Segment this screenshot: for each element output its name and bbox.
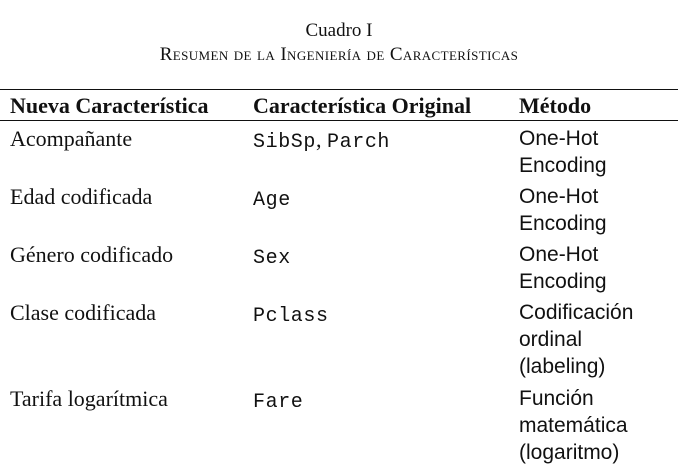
method-line: Encoding	[519, 212, 607, 235]
method-line: matemática	[519, 414, 628, 437]
feature-name: Género codificado	[10, 242, 174, 267]
method-line: One-Hot	[519, 185, 599, 208]
original-feature	[253, 300, 329, 330]
method-line: One-Hot	[519, 127, 599, 150]
feature-name: Edad codificada	[10, 184, 153, 209]
table-top-rule	[0, 89, 678, 90]
original-feature-code: SibSp	[253, 131, 317, 154]
original-feature-separator: ,	[316, 127, 328, 152]
method-line: Codificación	[519, 301, 634, 324]
original-feature	[253, 184, 291, 214]
method	[519, 125, 607, 179]
original-feature-code: Fare	[253, 391, 304, 414]
header-original-feature: Característica Original	[253, 93, 472, 118]
method-line: Encoding	[519, 154, 607, 177]
method-line: Función	[519, 387, 594, 410]
method	[519, 385, 628, 466]
header-new-feature: Nueva Característica	[10, 93, 209, 118]
table-header-rule	[0, 120, 678, 121]
method-line: One-Hot	[519, 243, 599, 266]
method-line: (labeling)	[519, 355, 606, 378]
original-feature	[253, 386, 303, 416]
original-feature-code: Age	[253, 189, 291, 212]
method-line: ordinal	[519, 328, 583, 351]
original-feature-code: Pclass	[253, 305, 329, 328]
original-feature	[253, 126, 390, 156]
method-line: (logaritmo)	[519, 441, 620, 464]
feature-name: Clase codificada	[10, 300, 156, 325]
method	[519, 299, 633, 380]
method-line: Encoding	[519, 270, 607, 293]
table-title: Resumen de la Ingeniería de Características	[159, 44, 519, 65]
feature-name: Tarifa logarítmica	[10, 386, 168, 411]
table-number: Cuadro I	[305, 20, 373, 41]
header-method: Método	[519, 93, 592, 118]
original-feature	[253, 242, 291, 272]
method	[519, 241, 607, 295]
method	[519, 183, 607, 237]
feature-name: Acompañante	[10, 126, 133, 151]
original-feature-code: Sex	[253, 247, 291, 270]
original-feature-code: Parch	[327, 131, 391, 154]
